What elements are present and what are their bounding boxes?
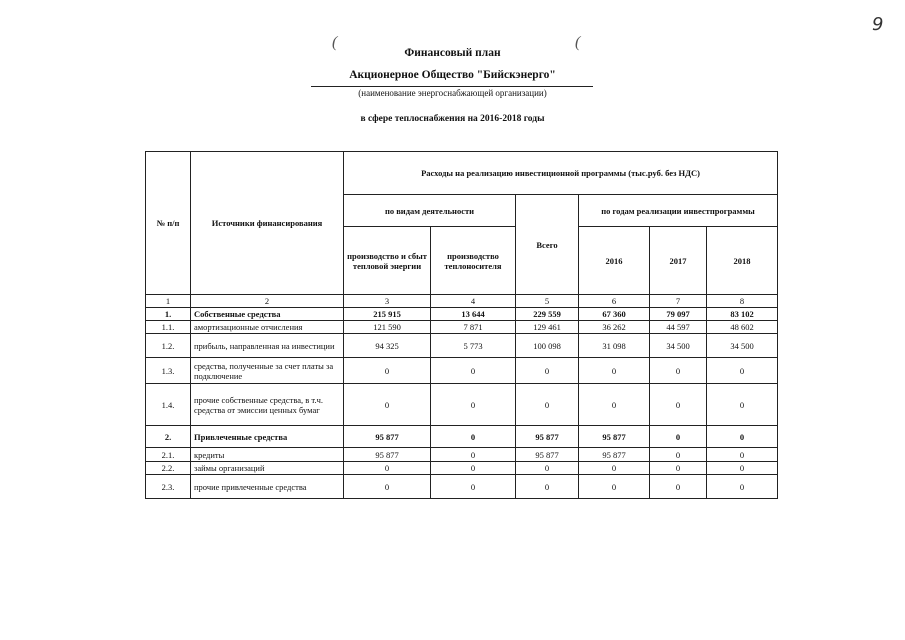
cell-2017: 34 500	[650, 334, 707, 358]
cell-2016: 0	[579, 384, 650, 426]
table-row	[146, 308, 778, 321]
cell-2017: 44 597	[650, 321, 707, 334]
column-number: 3	[344, 295, 431, 308]
cell-total: 0	[516, 358, 579, 384]
cell-2016: 95 877	[579, 426, 650, 448]
cell-2018: 83 102	[707, 308, 778, 321]
col-header-source: Источники финансирования	[191, 152, 344, 295]
column-number: 6	[579, 295, 650, 308]
table-row	[146, 384, 778, 426]
col-header-activity-heat: производство и сбыт тепловой энергии	[344, 227, 431, 295]
scan-mark-left: (	[332, 34, 338, 51]
cell-2018: 0	[707, 462, 778, 475]
row-source: прочие собственные средства, в т.ч. средства от эмиссии ценных бумаг	[191, 384, 344, 426]
cell-heat: 121 590	[344, 321, 431, 334]
row-no: 1.2.	[146, 334, 191, 358]
cell-2018: 0	[707, 358, 778, 384]
col-header-total: Всего	[516, 195, 579, 295]
cell-carrier: 0	[431, 462, 516, 475]
row-no: 1.4.	[146, 384, 191, 426]
cell-2016: 36 262	[579, 321, 650, 334]
col-header-group: Расходы на реализацию инвестиционной программы (тыс.руб. без НДС)	[344, 152, 778, 195]
cell-heat: 95 877	[344, 426, 431, 448]
col-header-year-2016: 2016	[579, 227, 650, 295]
cell-2017: 0	[650, 426, 707, 448]
table-row	[146, 448, 778, 462]
cell-2017: 0	[650, 384, 707, 426]
scan-mark-right: (	[575, 34, 581, 51]
table-row	[146, 426, 778, 448]
row-no: 2.1.	[146, 448, 191, 462]
col-header-by-year: по годам реализации инвестпрограммы	[579, 195, 778, 227]
cell-2016: 0	[579, 358, 650, 384]
cell-heat: 0	[344, 358, 431, 384]
cell-2018: 48 602	[707, 321, 778, 334]
organization-underline	[311, 86, 593, 87]
document-title: Финансовый план	[404, 47, 501, 59]
cell-total: 0	[516, 462, 579, 475]
row-no: 1.1.	[146, 321, 191, 334]
cell-total: 100 098	[516, 334, 579, 358]
table-row	[146, 475, 778, 499]
cell-2018: 34 500	[707, 334, 778, 358]
cell-total: 95 877	[516, 448, 579, 462]
cell-carrier: 13 644	[431, 308, 516, 321]
cell-heat: 95 877	[344, 448, 431, 462]
cell-2017: 0	[650, 475, 707, 499]
cell-carrier: 0	[431, 475, 516, 499]
cell-2016: 31 098	[579, 334, 650, 358]
cell-2018: 0	[707, 426, 778, 448]
row-no: 2.	[146, 426, 191, 448]
table-row	[146, 334, 778, 358]
row-no: 2.2.	[146, 462, 191, 475]
financial-plan-table	[145, 151, 778, 499]
cell-total: 0	[516, 384, 579, 426]
cell-carrier: 0	[431, 426, 516, 448]
cell-total: 0	[516, 475, 579, 499]
col-header-year-2018: 2018	[707, 227, 778, 295]
column-numbers-row	[146, 295, 778, 308]
column-number: 4	[431, 295, 516, 308]
table-row	[146, 358, 778, 384]
column-number: 2	[191, 295, 344, 308]
cell-total: 129 461	[516, 321, 579, 334]
table-row	[146, 321, 778, 334]
column-number: 1	[146, 295, 191, 308]
cell-2016: 0	[579, 462, 650, 475]
row-source: прибыль, направленная на инвестиции	[191, 334, 344, 358]
row-source: Привлеченные средства	[191, 426, 344, 448]
column-number: 7	[650, 295, 707, 308]
row-source: Собственные средства	[191, 308, 344, 321]
cell-2016: 0	[579, 475, 650, 499]
row-source: прочие привлеченные средства	[191, 475, 344, 499]
column-number: 5	[516, 295, 579, 308]
cell-2017: 0	[650, 358, 707, 384]
cell-carrier: 7 871	[431, 321, 516, 334]
table-row	[146, 462, 778, 475]
cell-heat: 215 915	[344, 308, 431, 321]
cell-carrier: 5 773	[431, 334, 516, 358]
cell-2017: 79 097	[650, 308, 707, 321]
row-source: кредиты	[191, 448, 344, 462]
column-number: 8	[707, 295, 778, 308]
row-source: займы организаций	[191, 462, 344, 475]
cell-total: 229 559	[516, 308, 579, 321]
cell-2018: 0	[707, 384, 778, 426]
cell-2016: 95 877	[579, 448, 650, 462]
cell-heat: 0	[344, 462, 431, 475]
cell-2018: 0	[707, 448, 778, 462]
col-header-no: № п/п	[146, 152, 191, 295]
row-no: 1.3.	[146, 358, 191, 384]
organization-name: Акционерное Общество "Бийскэнерго"	[349, 69, 556, 81]
cell-2017: 0	[650, 448, 707, 462]
row-source: средства, полученные за счет платы за подключение	[191, 358, 344, 384]
cell-carrier: 0	[431, 384, 516, 426]
cell-2017: 0	[650, 462, 707, 475]
col-header-by-activity: по видам деятельности	[344, 195, 516, 227]
document-subtitle: в сфере теплоснабжения на 2016-2018 годы	[360, 114, 545, 124]
row-no: 1.	[146, 308, 191, 321]
page-number: 9	[872, 14, 884, 35]
cell-carrier: 0	[431, 448, 516, 462]
row-source: амортизационные отчисления	[191, 321, 344, 334]
cell-2018: 0	[707, 475, 778, 499]
cell-heat: 94 325	[344, 334, 431, 358]
cell-heat: 0	[344, 384, 431, 426]
col-header-activity-carrier: производство теплоносителя	[431, 227, 516, 295]
cell-total: 95 877	[516, 426, 579, 448]
organization-caption: (наименование энергоснабжающей организации)	[358, 88, 547, 98]
row-no: 2.3.	[146, 475, 191, 499]
cell-heat: 0	[344, 475, 431, 499]
col-header-year-2017: 2017	[650, 227, 707, 295]
cell-2016: 67 360	[579, 308, 650, 321]
cell-carrier: 0	[431, 358, 516, 384]
